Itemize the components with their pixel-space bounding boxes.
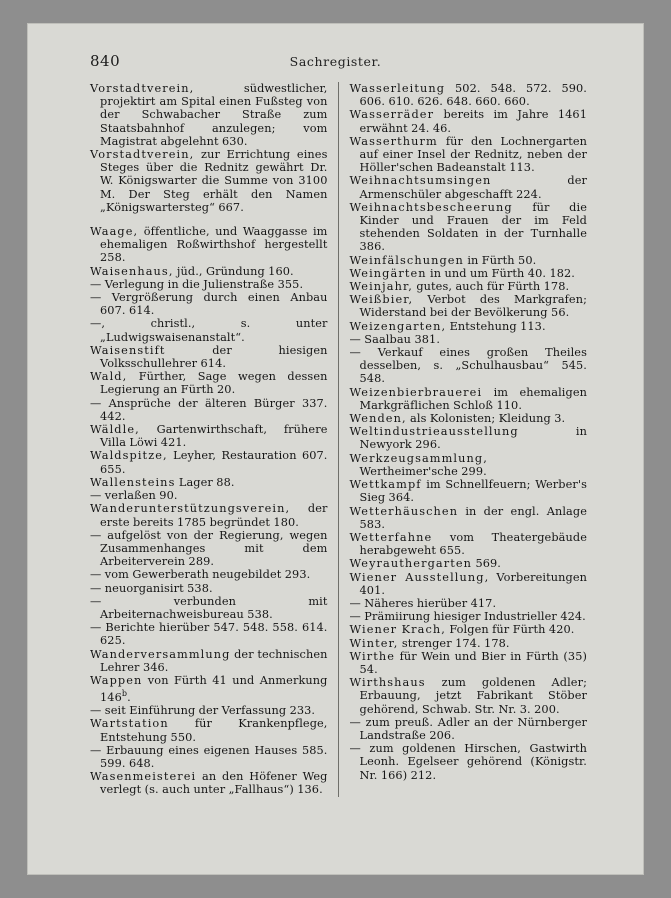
index-entry xyxy=(350,637,588,650)
index-entry-term: Wasserräder xyxy=(349,108,435,122)
index-entry-text: für Wein und Bier in Fürth (35) 54. xyxy=(359,649,587,676)
index-columns xyxy=(90,82,587,797)
document-page xyxy=(28,24,643,874)
index-entry-text: Erbauung eines eigenen Hauses 585. 599. 648. xyxy=(100,743,328,770)
index-entry-text: in Newyork 296. xyxy=(359,425,587,452)
index-entry-text: Leyher, Restauration 607. 655. xyxy=(100,449,328,476)
index-entry-term: — xyxy=(349,596,361,610)
index-entry-text: Wertheimer'sche 299. xyxy=(359,464,487,478)
index-entry-text: Verlegung in die Julienstraße 355. xyxy=(101,277,304,291)
index-entry-term: — xyxy=(349,346,361,360)
index-entry-text: Fürther, Sage wegen dessen Legierung an Fürth 20. xyxy=(100,370,328,397)
index-entry-term: Wasserleitung xyxy=(349,82,446,95)
index-entry-term: Weingärten xyxy=(349,266,427,280)
index-entry xyxy=(350,531,588,557)
index-entry-term: Wäldle, xyxy=(90,423,140,437)
index-entry xyxy=(350,610,588,623)
index-entry-text: Saalbau 381. xyxy=(360,332,441,346)
index-entry-text: gutes, auch für Fürth 178. xyxy=(412,280,570,294)
index-entry-text: Folgen für Fürth 420. xyxy=(445,623,575,637)
index-entry-term: Wettkampf xyxy=(349,478,422,492)
index-entry-text: Verkauf eines großen Theiles desselben, s. „Schulhausbau“ 545. 548. xyxy=(359,346,587,386)
index-entry xyxy=(350,676,588,716)
index-entry xyxy=(350,201,588,254)
index-entry xyxy=(350,293,588,319)
page-header xyxy=(28,52,643,70)
index-entry-term: Waisenstift xyxy=(90,343,166,357)
index-entry xyxy=(350,412,588,425)
index-entry xyxy=(350,386,588,412)
index-entry-term: Wetterhäuschen xyxy=(349,504,459,518)
index-entry-text: als Kolonisten; Kleidung 3. xyxy=(406,412,566,426)
index-entry-term: —, xyxy=(90,317,106,331)
left-column xyxy=(90,82,339,797)
index-entry-text: aufgelöst von der Regierung, wegen Zusammenhanges mit dem Arbeiterverein 289. xyxy=(100,528,328,569)
index-entry-text: in und um Fürth 40. 182. xyxy=(426,266,575,280)
index-entry-term: Werkzeugsammlung, xyxy=(349,451,488,465)
index-entry xyxy=(350,267,588,280)
index-entry-text: zum goldenen Hirschen, Gastwirth Leonh. Egelseer gehörend (Königstr. Nr. 166) 212. xyxy=(359,742,587,782)
index-entry-text: zum preuß. Adler an der Nürnberger Landstraße 206. xyxy=(359,715,587,742)
index-entry-term: Wirthshaus xyxy=(349,676,426,690)
index-entry-text: verbunden mit Arbeiternachweisbureau 538. xyxy=(100,594,328,621)
index-entry-text: für die Kinder und Frauen der im Feld stehenden Soldaten in der Turnhalle 386. xyxy=(359,200,587,254)
index-entry xyxy=(90,344,328,370)
index-entry-text: an den Höfener Weg verlegt (s. auch unter „Fallhaus“) 136. xyxy=(100,770,328,797)
index-entry-text: vom Gewerberath neugebildet 293. xyxy=(101,568,311,582)
index-entry xyxy=(350,650,588,676)
index-entry-term: Waisenhaus, xyxy=(90,264,174,278)
index-entry-text: öffentliche, und Waaggasse im ehemaligen Roßwirthshof hergestellt 258. xyxy=(100,225,328,265)
index-entry-term: — xyxy=(90,396,102,410)
index-entry-term: — xyxy=(90,621,102,635)
index-entry-text: jüd., Gründung 160. xyxy=(173,264,294,278)
index-entry-text: der erste bereits 1785 begründet 180. xyxy=(100,502,328,529)
index-entry xyxy=(90,291,328,317)
index-entry-term: Weizenbierbrauerei xyxy=(349,385,483,399)
index-entry-text: Vorbereitungen 401. xyxy=(359,570,587,597)
index-entry xyxy=(350,505,588,531)
index-entry xyxy=(350,108,588,134)
index-entry-text: vom Theatergebäude herabgeweht 655. xyxy=(359,530,587,558)
index-entry-text: von Fürth 41 und Anmerkung 146$^b$. xyxy=(100,673,328,704)
index-entry-text: in Fürth 50. xyxy=(463,253,537,267)
index-entry-term: — xyxy=(349,610,361,624)
index-entry xyxy=(350,742,588,782)
index-entry-term: Wenden, xyxy=(349,412,407,426)
index-entry-term: Weyrauthergarten xyxy=(349,557,473,571)
index-entry-text: Berichte hierüber 547. 548. 558. 614. 625. xyxy=(100,621,328,648)
index-entry xyxy=(350,571,588,597)
index-entry-term: Wald, xyxy=(90,370,128,384)
index-entry xyxy=(90,648,328,674)
index-entry xyxy=(90,278,328,291)
index-entry-term: Vorstadtverein, xyxy=(90,148,195,162)
index-entry xyxy=(90,717,328,743)
index-entry-text: im ehemaligen Markgräflichen Schloß 110. xyxy=(359,385,587,412)
index-entry-text: der technischen Lehrer 346. xyxy=(100,647,328,674)
index-entry-term: — xyxy=(349,715,361,729)
index-entry-text: neuorganisirt 538. xyxy=(101,581,213,595)
index-entry-text: 502. 548. 572. 590. 606. 610. 626. 648. 660. 660. xyxy=(359,82,587,109)
index-entry xyxy=(350,557,588,570)
index-entry-term: Wiener Krach, xyxy=(349,623,446,637)
index-entry-text: christl., s. unter „Ludwigswaisenanstalt“. xyxy=(100,317,328,344)
index-entry xyxy=(90,423,328,449)
index-entry xyxy=(90,82,328,148)
index-entry-term: Waldspitze, xyxy=(90,449,168,463)
page-number: 840 xyxy=(90,52,121,70)
index-entry xyxy=(90,317,328,343)
index-entry-text: verlaßen 90. xyxy=(101,489,178,503)
index-entry xyxy=(350,280,588,293)
index-entry xyxy=(90,704,328,717)
index-entry-term: Weinjahr, xyxy=(349,280,413,294)
index-entry-text: südwestlicher, projektirt am Spital einen Fußsteg von der Schwabacher Straße zum Staatsbahnhof anzulegen; vom Magistrat abgelehnt 630. xyxy=(100,82,328,148)
index-entry-text: zum goldenen Adler; Erbauung, jetzt Fabrikant Stöber gehörend, Schwab. Str. Nr. 3. 200. xyxy=(359,676,587,716)
index-entry-text: Ansprüche der älteren Bürger 337. 442. xyxy=(100,396,328,423)
index-entry-text: Verbot des Markgrafen; Widerstand bei der Bevölkerung 56. xyxy=(359,293,587,320)
index-entry xyxy=(350,174,588,200)
index-entry-term: — xyxy=(90,743,102,757)
index-entry xyxy=(350,254,588,267)
index-entry xyxy=(90,770,328,796)
index-entry-text: Prämiirung hiesiger Industrieller 424. xyxy=(360,610,586,624)
index-entry xyxy=(90,476,328,489)
index-entry-term: Wallensteins xyxy=(90,475,176,489)
index-entry-term: Weinfälschungen xyxy=(349,253,464,267)
index-entry xyxy=(350,452,588,478)
index-entry-text: Entstehung 113. xyxy=(446,319,546,333)
index-entry xyxy=(90,621,328,647)
index-entry-term: — xyxy=(90,581,102,595)
index-entry-text: Gartenwirthschaft, frühere Villa Löwi 421. xyxy=(100,423,328,450)
index-entry-text: in der engl. Anlage 583. xyxy=(359,504,587,531)
index-entry-term: — xyxy=(90,528,102,542)
index-entry xyxy=(350,478,588,504)
index-entry xyxy=(350,425,588,451)
index-entry-term: Wiener Ausstellung, xyxy=(349,570,490,584)
index-entry-term: Wappen xyxy=(90,673,143,687)
index-entry-term: — xyxy=(349,332,361,346)
index-entry-term: Wetterfahne xyxy=(349,530,433,544)
index-entry-term: — xyxy=(90,291,102,305)
index-entry-term: Weißbier, xyxy=(349,293,414,307)
index-entry xyxy=(350,623,588,636)
index-entry-text: im Schnellfeuern; Werber's Sieg 364. xyxy=(359,478,587,505)
right-column xyxy=(339,82,588,797)
index-entry-text: für Krankenpflege, Entstehung 550. xyxy=(100,717,328,744)
index-entry-term: Wanderunterstützungsverein, xyxy=(90,502,291,516)
index-entry-term: Weltindustrieausstellung xyxy=(349,425,519,439)
index-entry-text: für den Lochnergarten auf einer Insel der Rednitz, neben der Höller'schen Badeanstalt 113. xyxy=(359,134,587,175)
index-entry xyxy=(350,333,588,346)
index-entry-term: — xyxy=(90,594,102,608)
index-entry xyxy=(90,744,328,770)
index-entry-term: Wirthe xyxy=(349,649,396,663)
index-entry xyxy=(350,346,588,386)
index-entry-term: Wanderversammlung xyxy=(90,647,231,661)
index-entry xyxy=(90,568,328,581)
index-entry-term: — xyxy=(90,704,102,718)
index-entry-term: Weihnachtsumsingen xyxy=(349,174,492,188)
index-entry-term: — xyxy=(349,742,361,756)
index-entry-term: — xyxy=(90,489,102,503)
index-entry-term: Waage, xyxy=(90,225,139,239)
index-entry-text: zur Errichtung eines Steges über die Rednitz gewährt Dr. W. Königswarter die Summe von 3100 M. Der Steg erhält den Namen „Königswartersteg“ 667. xyxy=(100,148,328,214)
index-entry xyxy=(350,716,588,742)
index-entry xyxy=(90,529,328,569)
index-entry-text: der Armenschüler abgeschafft 224. xyxy=(359,174,587,201)
running-head: Sachregister. xyxy=(289,54,382,69)
index-entry-term: Wasenmeisterei xyxy=(90,770,197,784)
index-entry-text: 569. xyxy=(472,557,501,571)
index-entry-term: — xyxy=(90,568,102,582)
index-entry xyxy=(90,582,328,595)
index-entry-term: Winter, xyxy=(349,636,399,650)
index-entry-text: Lager 88. xyxy=(175,475,235,489)
index-entry-term: Vorstadtverein, xyxy=(90,82,195,95)
index-entry xyxy=(90,449,328,475)
index-entry-text: der hiesigen Volksschullehrer 614. xyxy=(100,343,328,371)
index-entry-text: seit Einführung der Verfassung 233. xyxy=(101,704,316,718)
index-entry-term: Wasserthurm xyxy=(349,134,438,148)
index-entry xyxy=(90,502,328,528)
index-entry xyxy=(350,82,588,108)
index-entry-text: Näheres hierüber 417. xyxy=(360,596,497,610)
index-entry xyxy=(90,225,328,265)
index-entry-term: Wartstation xyxy=(90,717,169,731)
index-entry xyxy=(90,489,328,502)
index-entry-term: — xyxy=(90,277,102,291)
index-entry-term: Weizengarten, xyxy=(349,319,447,333)
index-entry-text: strenger 174. 178. xyxy=(398,636,510,650)
index-entry xyxy=(90,397,328,423)
index-entry xyxy=(90,265,328,278)
index-entry xyxy=(350,320,588,333)
index-entry-text: bereits im Jahre 1461 erwähnt 24. 46. xyxy=(359,108,587,135)
index-entry xyxy=(90,370,328,396)
index-entry-text: Vergrößerung durch einen Anbau 607. 614. xyxy=(100,291,328,318)
index-entry xyxy=(350,597,588,610)
index-entry xyxy=(90,148,328,214)
index-entry xyxy=(90,674,328,704)
index-entry xyxy=(350,135,588,175)
index-entry xyxy=(90,595,328,621)
index-entry-term: Weihnachtsbescheerung xyxy=(349,200,513,214)
